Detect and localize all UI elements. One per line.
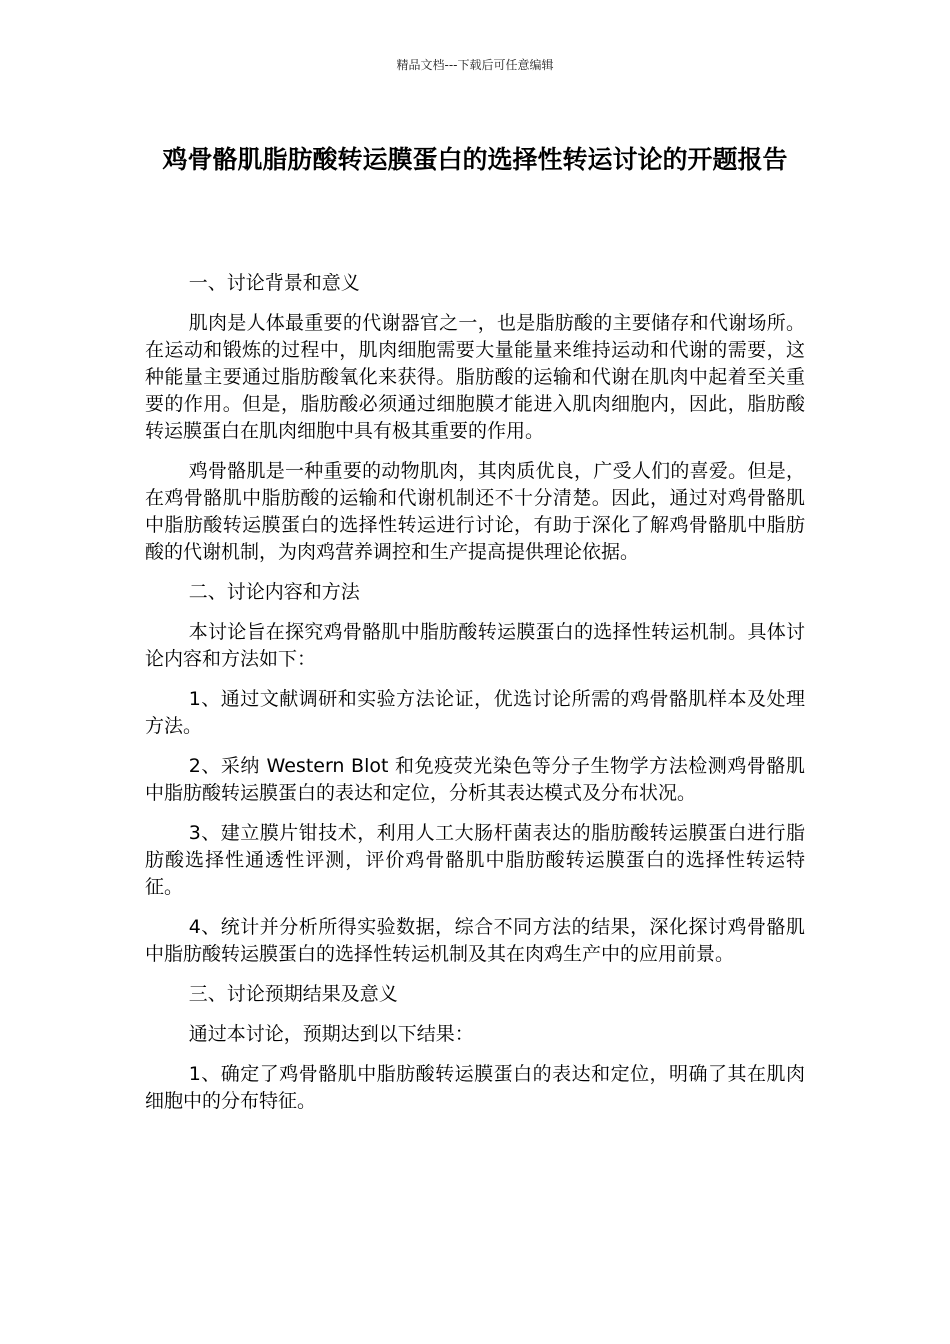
list-item-result-1: 1、确定了鸡骨骼肌中脂肪酸转运膜蛋白的表达和定位，明确了其在肌肉细胞中的分布特征。 [145, 1063, 805, 1112]
header-note: 精品文档---下载后可任意编辑 [396, 58, 554, 72]
list-item-method-1: 1、通过文献调研和实验方法论证，优选讨论所需的鸡骨骼肌样本及处理方法。 [145, 688, 805, 737]
list-item-method-4: 4、统计并分析所得实验数据，综合不同方法的结果，深化探讨鸡骨骼肌中脂肪酸转运膜蛋白的选择性转运机制及其在肉鸡生产中的应用前景。 [145, 916, 805, 965]
paragraph-muscle-intro: 肌肉是人体最重要的代谢器官之一，也是脂肪酸的主要储存和代谢场所。在运动和锻炼的过程中，肌肉细胞需要大量能量来维持运动和代谢的需要，这种能量主要通过脂肪酸氧化来获得。脂肪酸的运输和代谢在肌肉中起着至关重要的作用。但是，脂肪酸必须通过细胞膜才能进入肌肉细胞内，因此，脂肪酸转运膜蛋白在肌肉细胞中具有极其重要的作用。 [145, 312, 805, 442]
section-heading-expected-results: 三、讨论预期结果及意义 [188, 983, 398, 1005]
document-title: 鸡骨骼肌脂肪酸转运膜蛋白的选择性转运讨论的开题报告 [162, 145, 788, 174]
paragraph-research-aim: 本讨论旨在探究鸡骨骼肌中脂肪酸转运膜蛋白的选择性转运机制。具体讨论内容和方法如下： [145, 621, 805, 670]
document-body [145, 270, 805, 1128]
section-heading-background: 一、讨论背景和意义 [188, 272, 360, 294]
section-heading-content-methods: 二、讨论内容和方法 [188, 581, 360, 603]
list-item-method-2: 2、采纳 Western Blot 和免疫荧光染色等分子生物学方法检测鸡骨骼肌中脂肪酸转运膜蛋白的表达和定位，分析其表达模式及分布状况。 [145, 755, 805, 804]
list-item-method-3: 3、建立膜片钳技术，利用人工大肠杆菌表达的脂肪酸转运膜蛋白进行脂肪酸选择性通透性评测，评价鸡骨骼肌中脂肪酸转运膜蛋白的选择性转运特征。 [145, 822, 805, 898]
paragraph-expected-intro: 通过本讨论，预期达到以下结果： [188, 1023, 474, 1045]
paragraph-chicken-muscle: 鸡骨骼肌是一种重要的动物肌肉，其肉质优良，广受人们的喜爱。但是，在鸡骨骼肌中脂肪酸的运输和代谢机制还不十分清楚。因此，通过对鸡骨骼肌中脂肪酸转运膜蛋白的选择性转运进行讨论，有助于深化了解鸡骨骼肌中脂肪酸的代谢机制，为肉鸡营养调控和生产提高提供理论依据。 [145, 460, 805, 563]
